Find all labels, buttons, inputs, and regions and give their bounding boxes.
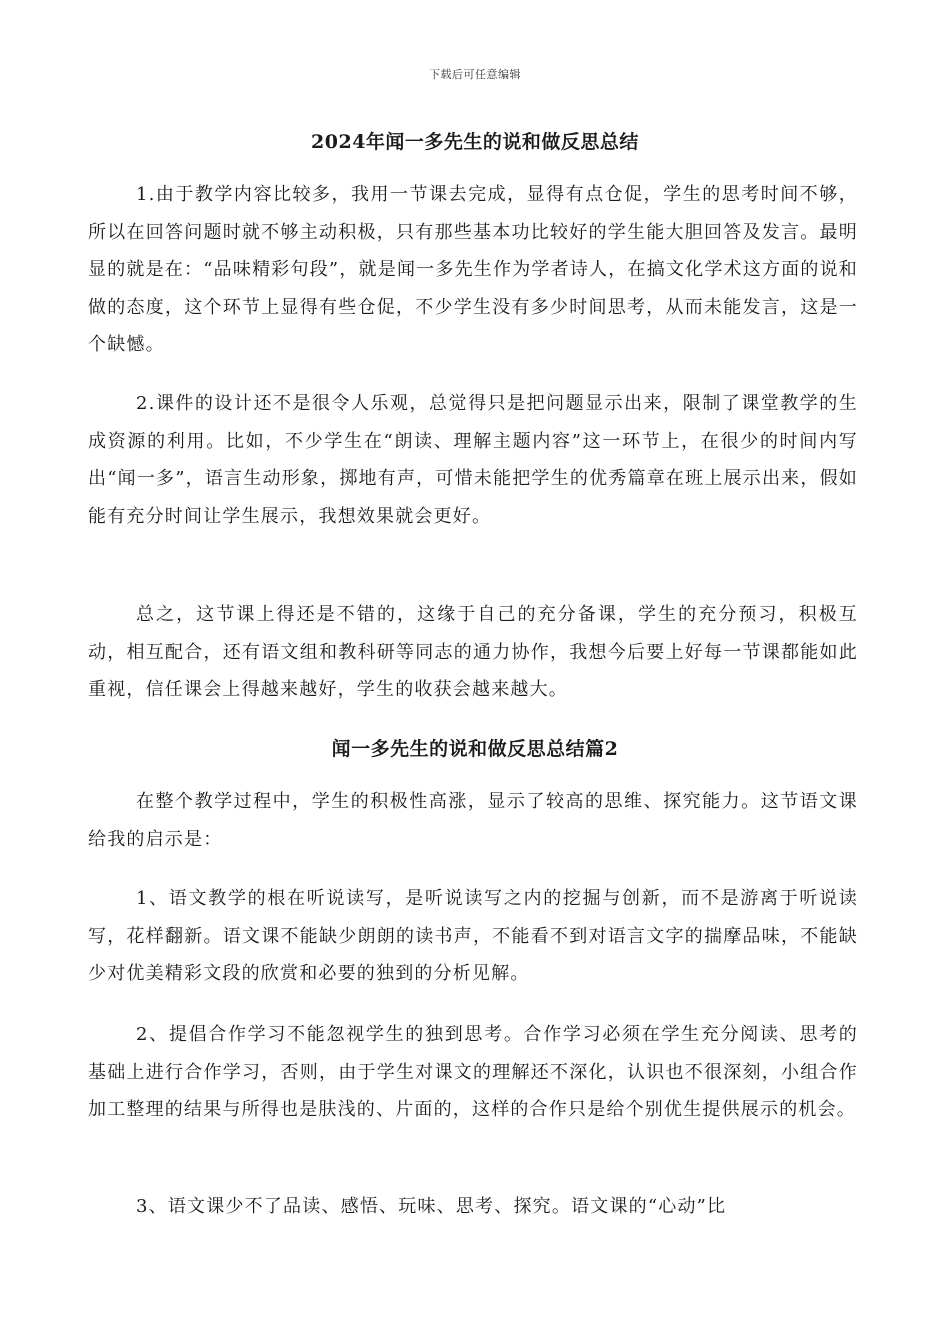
paragraph: 1.由于教学内容比较多，我用一节课去完成，显得有点仓促，学生的思考时间不够，所以在回答问题时就不够主动积极，只有那些基本功比较好的学生能大胆回答及发言。最明显的就是在：“品味精彩句段”，就是闻一多先生作为学者诗人，在搞文化学术这方面的说和做的态度，这个环节上显得有些仓促，不少学生没有多少时间思考，从而未能发言，这是一个缺憾。	[88, 184, 858, 355]
paragraph: 2.课件的设计还不是很令人乐观，总觉得只是把问题显示出来，限制了课堂教学的生成资源的利用。比如，不少学生在“朗读、理解主题内容”这一环节上，在很少的时间内写出“闻一多”，语言生动形象，掷地有声，可惜未能把学生的优秀篇章在班上展示出来，假如能有充分时间让学生展示，我想效果就会更好。	[88, 393, 858, 527]
paragraph: 2、提倡合作学习不能忽视学生的独到思考。合作学习必须在学生充分阅读、思考的基础上进行合作学习，否则，由于学生对课文的理解还不深化，认识也不很深刻，小组合作加工整理的结果与所得也是肤浅的、片面的，这样的合作只是给个别优生提供展示的机会。	[88, 1024, 858, 1120]
paragraph: 在整个教学过程中，学生的积极性高涨，显示了较高的思维、探究能力。这节语文课给我的启示是：	[88, 791, 858, 850]
paragraph: 3、语文课少不了品读、感悟、玩味、思考、探究。语文课的“心动”比	[136, 1196, 727, 1217]
header-note: 下载后可任意编辑	[429, 68, 521, 81]
section-title: 闻一多先生的说和做反思总结篇2	[331, 738, 619, 760]
paragraph: 总之，这节课上得还是不错的，这缘于自己的充分备课，学生的充分预习，积极互动，相互配合，还有语文组和教科研等同志的通力协作，我想今后要上好每一节课都能如此重视，信任课会上得越来越好，学生的收获会越来越大。	[88, 604, 858, 700]
paragraph: 1、语文教学的根在听说读写，是听说读写之内的挖掘与创新，而不是游离于听说读写，花样翻新。语文课不能缺少朗朗的读书声，不能看不到对语言文字的揣摩品味，不能缺少对优美精彩文段的欣赏和必要的独到的分析见解。	[88, 888, 858, 984]
document-title: 2024年闻一多先生的说和做反思总结	[311, 131, 639, 153]
